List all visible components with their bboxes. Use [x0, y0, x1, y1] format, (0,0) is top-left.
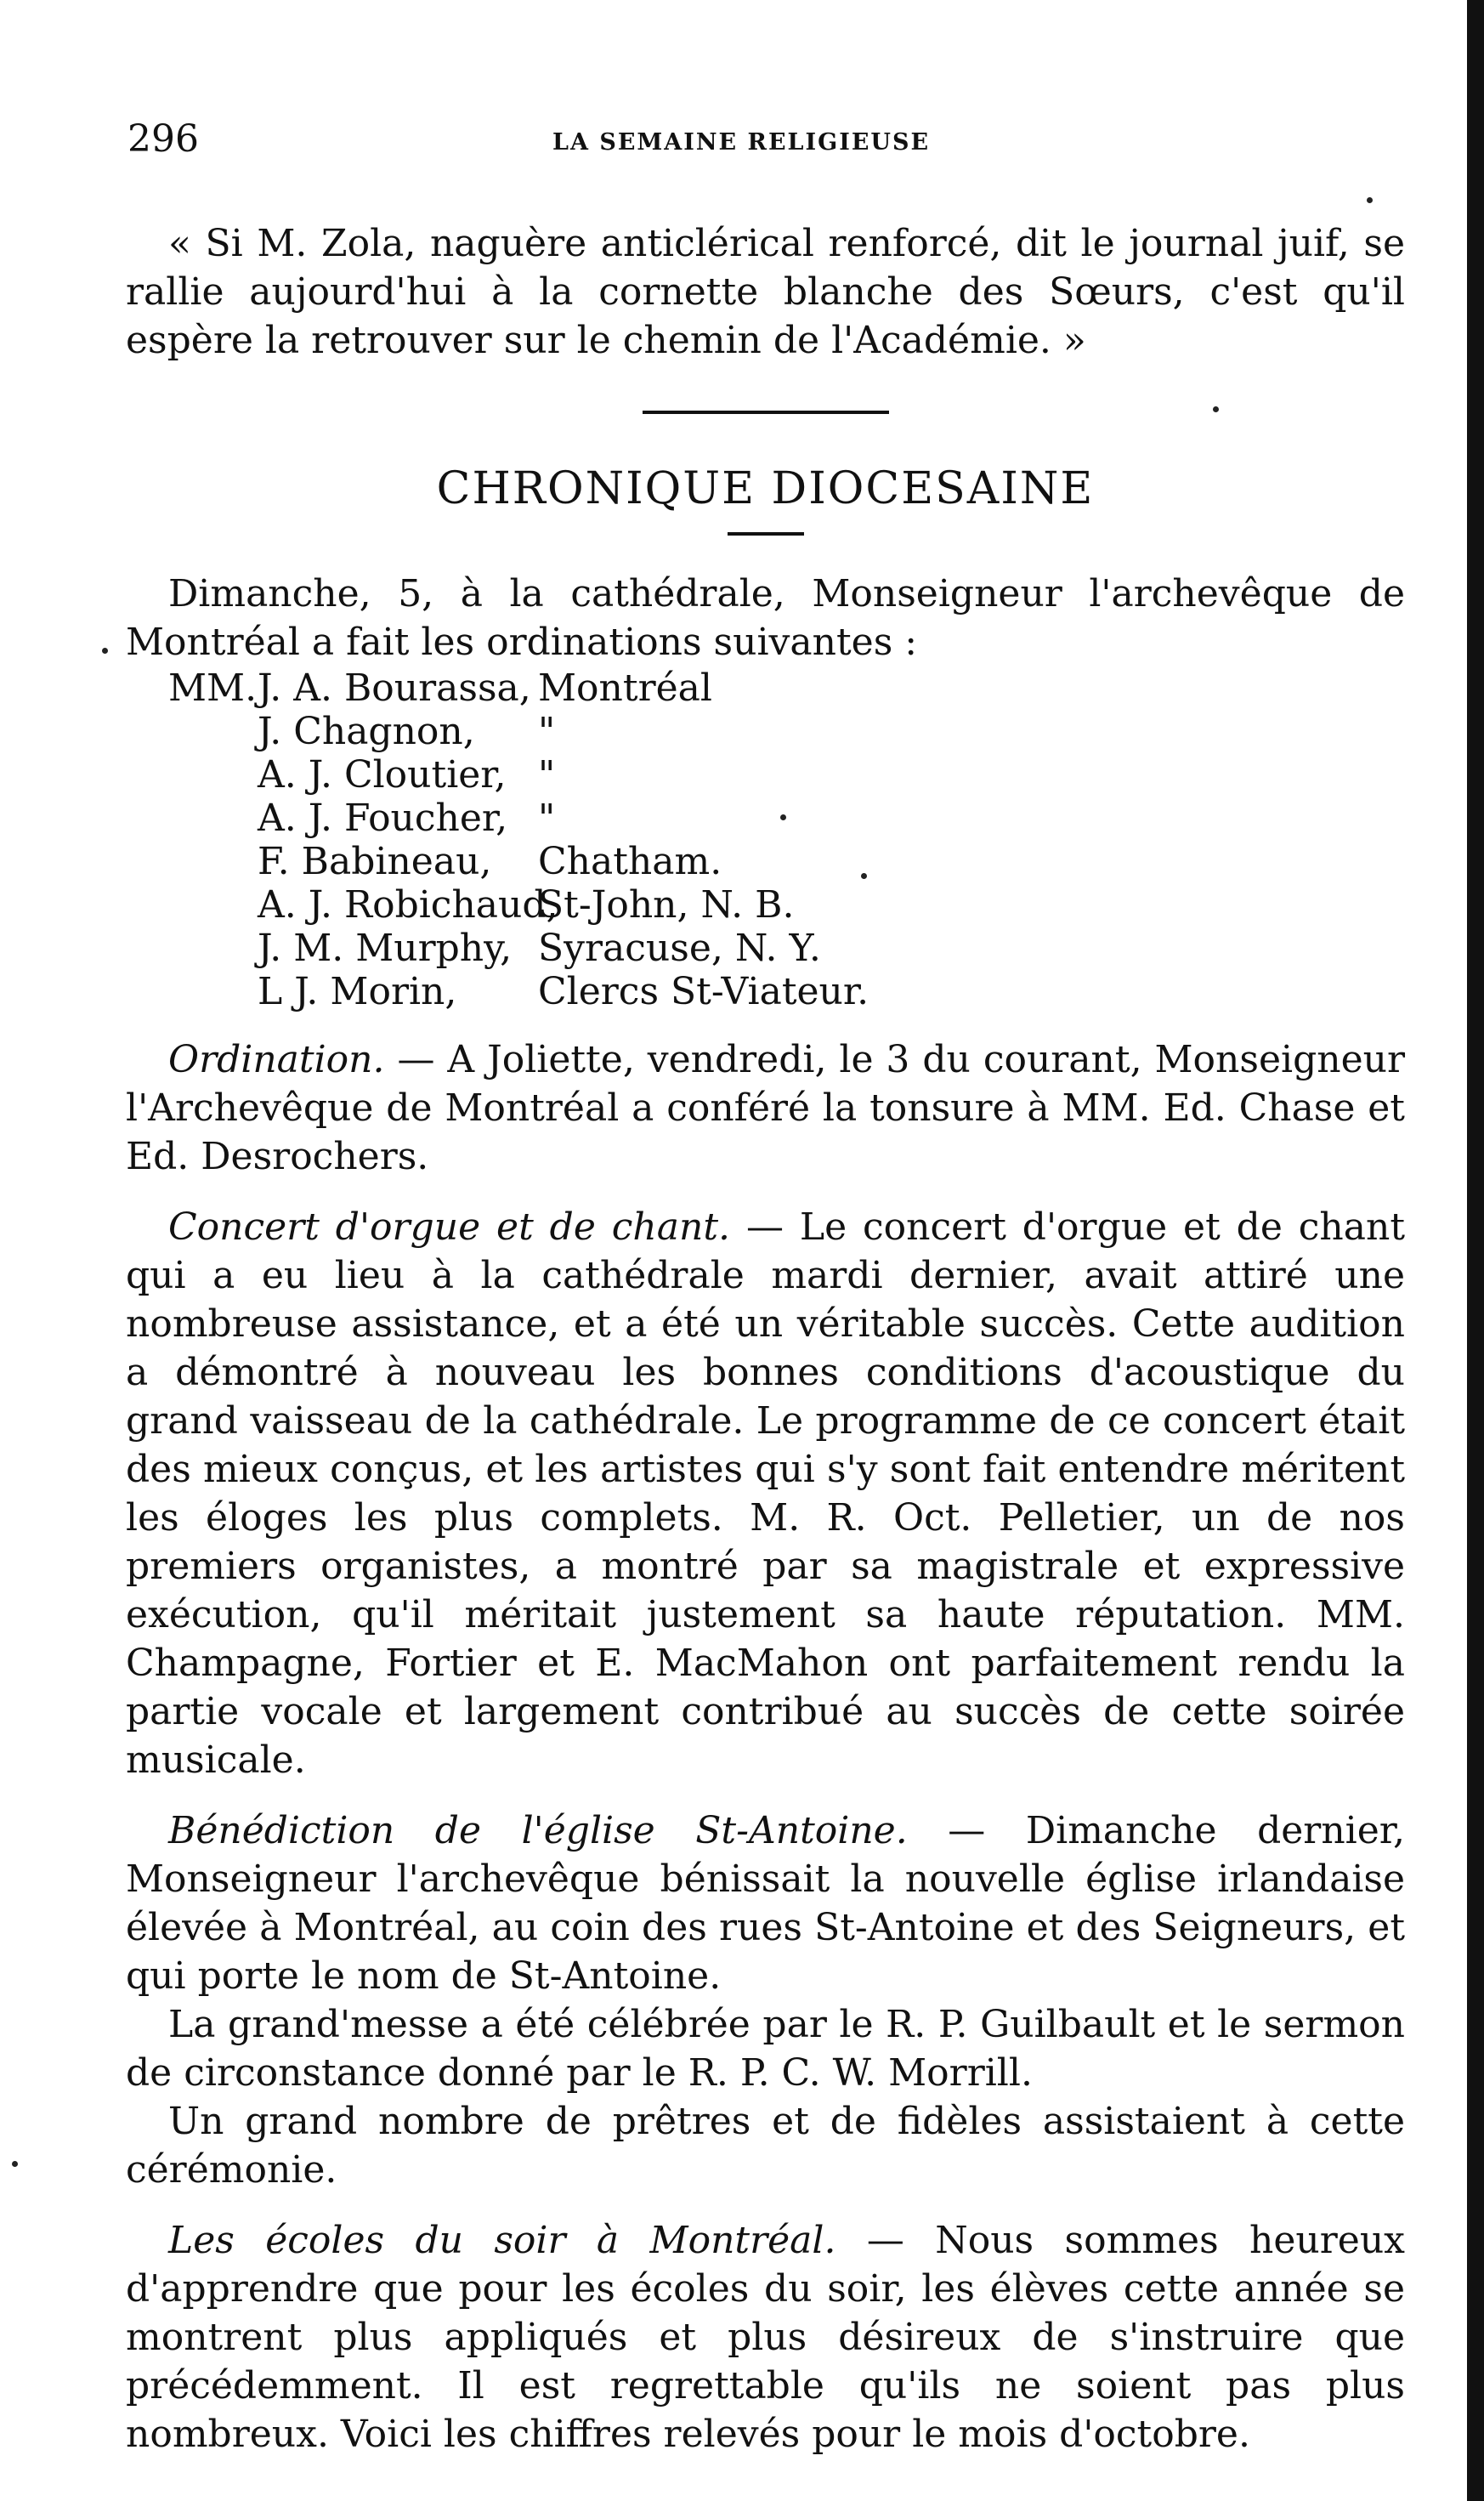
section-paragraph — [126, 1035, 1405, 1181]
running-title: LA SEMAINE RELIGIEUSE — [552, 129, 931, 156]
ordinand-place: Montréal — [538, 666, 712, 710]
section-heading: Ordination. — [168, 1038, 385, 1081]
speck — [861, 873, 867, 879]
ordinand-row — [168, 753, 1405, 797]
ordinand-place: Clercs St-Viateur. — [538, 970, 869, 1013]
speck — [1367, 197, 1373, 203]
ordinand-place: " — [538, 710, 556, 753]
section-paragraph: La grand'messe a été célébrée par le R. P. Guilbault et le sermon de circonstance donné par le R. P. C. W. Morrill. — [126, 2003, 1405, 2095]
section-paragraph — [126, 1203, 1405, 1784]
page-edge-shadow — [1467, 0, 1484, 2501]
ordinand-place: " — [538, 797, 556, 840]
section-text: — A Joliette, vendredi, le 3 du courant, Monseigneur l'Archevêque de Montréal a conféré la tonsure à MM. Ed. Chase et Ed. Desrochers. — [126, 1038, 1405, 1178]
section-ordination — [126, 1035, 1405, 1181]
section-paragraph — [126, 1806, 1405, 2000]
title-underline — [728, 532, 804, 536]
section-title: CHRONIQUE DIOCESAINE — [436, 463, 1095, 514]
section-concert — [126, 1203, 1405, 1784]
section-paragraph — [126, 2216, 1405, 2458]
ordinand-place: St-John, N. B. — [538, 883, 795, 927]
section-benediction — [126, 1806, 1405, 2194]
ordinand-prefix — [168, 840, 258, 883]
section-text: — Dimanche dernier, Monseigneur l'archevêque bénissait la nouvelle église irlandaise élevée à Montréal, au coin des rues St-Antoine et des Seigneurs, et qui porte le nom de St-Antoine. — [126, 1809, 1405, 1998]
speck — [12, 2161, 18, 2167]
speck — [1213, 406, 1219, 412]
ordinand-place: " — [538, 753, 556, 797]
ordinand-place: Syracuse, N. Y. — [538, 927, 821, 970]
ordinand-name: A. J. Cloutier, — [258, 753, 507, 797]
speck — [102, 648, 108, 654]
ordinand-prefix — [168, 710, 258, 753]
ordinand-row — [168, 927, 1405, 970]
section-heading: Bénédiction de l'église St-Antoine. — [168, 1809, 908, 1852]
ordinand-name: L J. Morin, — [258, 970, 457, 1013]
ordinand-prefix — [168, 970, 258, 1013]
section-heading: Les écoles du soir à Montréal. — [168, 2219, 836, 2262]
ordinand-name: J. A. Bourassa, — [258, 666, 531, 710]
ordinand-prefix — [168, 797, 258, 840]
page-header — [127, 117, 1407, 168]
ordinand-prefix — [168, 927, 258, 970]
ordinand-row — [168, 797, 1405, 840]
ordinand-name: A. J. Robichaud, — [258, 883, 558, 927]
section-divider — [643, 411, 889, 414]
ordinand-name: A. J. Foucher, — [258, 797, 508, 840]
ordinand-prefix — [168, 753, 258, 797]
section-text: — Nous sommes heureux d'apprendre que pour les écoles du soir, les élèves cette année se montrent plus appliqués et plus désireux de s'instruire que précédemment. Il est regrettable qu'ils ne soient pas plus nombreux. Voici les chiffres relevés pour le mois d'octobre. — [126, 2219, 1405, 2456]
section-paragraph: Un grand nombre de prêtres et de fidèles assistaient à cette cérémonie. — [126, 2100, 1405, 2192]
ordinand-prefix: MM. — [168, 666, 258, 710]
ordinands-list — [168, 666, 1405, 1013]
speck — [780, 814, 786, 820]
ordinand-name: F. Babineau, — [258, 840, 492, 883]
ordinations-intro: Dimanche, 5, à la cathédrale, Monseigneur l'archevêque de Montréal a fait les ordinations suivantes : — [126, 572, 1405, 664]
ordinand-prefix — [168, 883, 258, 927]
page-body — [126, 219, 1405, 2481]
ordinand-place: Chatham. — [538, 840, 722, 883]
ordinand-row — [168, 666, 1405, 710]
ordinand-row — [168, 883, 1405, 927]
ordinand-row — [168, 970, 1405, 1013]
ordinand-row — [168, 840, 1405, 883]
section-text: — Le concert d'orgue et de chant qui a eu lieu à la cathédrale mardi dernier, avait attiré une nombreuse assistance, et a été un véritable succès. Cette audition a démontré à nouveau les bonnes conditions d'acoustique du grand vaisseau de la cathédrale. Le programme de ce concert était des mieux conçus, et les artistes qui s'y sont fait entendre méritent les éloges les plus complets. M. R. Oct. Pelletier, un de nos premiers organistes, a montré par sa magistrale et expressive exécution, qu'il méritait justement sa haute réputation. MM. Champagne, Fortier et E. MacMahon ont parfaitement rendu la partie vocale et largement contribué au succès de cette soirée musicale. — [126, 1205, 1406, 1782]
page-number: 296 — [127, 117, 199, 161]
zola-quote: « Si M. Zola, naguère anticlérical renforcé, dit le journal juif, se rallie aujourd'hui à la cornette blanche des Sœurs, c'est qu'il espère la retrouver sur le chemin de l'Académie. » — [126, 222, 1405, 362]
ordinand-name: J. M. Murphy, — [258, 927, 513, 970]
section-heading: Concert d'orgue et de chant. — [168, 1205, 731, 1249]
section-ecoles — [126, 2216, 1405, 2458]
ordinand-name: J. Chagnon, — [258, 710, 475, 753]
ordinand-row — [168, 710, 1405, 753]
